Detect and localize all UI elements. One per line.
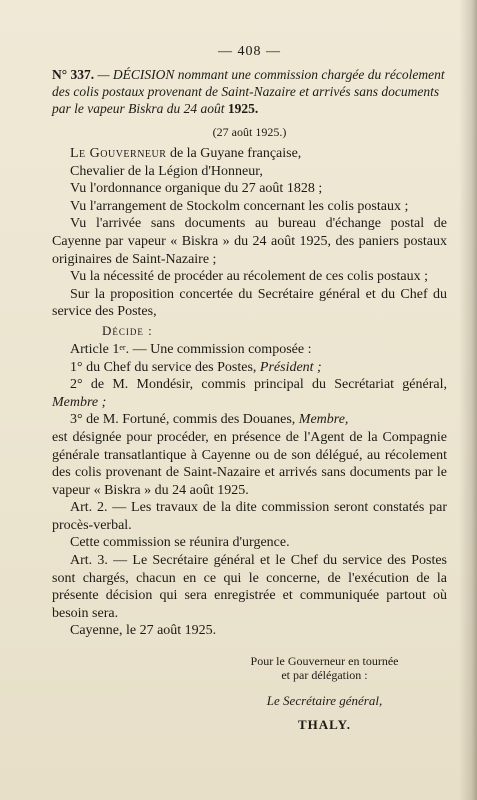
member-item-1-role: Président ; xyxy=(259,359,322,375)
signature-name: THALY. xyxy=(297,717,352,733)
member-item-3-text: 3° de M. Fortuné, commis des Douanes, xyxy=(70,412,299,428)
vu-arrangement: Vu l'arrangement de Stockolm concernant les colis postaux ; xyxy=(70,198,409,214)
article-3: Art. 3. — Le Secrétaire général et le Chef du service des Postes sont chargés, chacun en ce qui le concerne, de l'exécution de la présente décision qui sera enregistrée et communiquée partout où besoin sera. xyxy=(52,553,447,621)
article-2: Art. 2. — Les travaux de la dite commission seront constatés par procès-verbal. xyxy=(52,500,447,533)
member-item-2-role: Membre ; xyxy=(52,394,107,410)
vu-ordonnance: Vu l'ordonnance organique du 27 août 1828 ; xyxy=(70,181,323,197)
decision-date: (27 août 1925.) xyxy=(212,125,287,139)
vu-necessite: Vu la nécessité de procéder au récolement de ces colis postaux ; xyxy=(70,269,428,285)
member-item-2 xyxy=(52,376,447,411)
signature-line-1: Pour le Gouverneur en tournée xyxy=(250,654,399,669)
governor-line xyxy=(52,145,447,163)
page-number: — 408 — xyxy=(218,44,281,59)
member-item-2-text: 2° de M. Mondésir, commis principal du Secrétariat général, xyxy=(70,377,447,393)
decision-title xyxy=(52,66,447,117)
page-edge-shadow xyxy=(459,0,477,800)
member-item-3-role: Membre, xyxy=(298,412,349,428)
member-item-1-text: 1° du Chef du service des Postes, xyxy=(70,359,260,375)
chevalier-line: Chevalier de la Légion d'Honneur, xyxy=(70,163,263,179)
designation-paragraph: est désignée pour procéder, en présence de l'Agent de la Compagnie générale transatlantique à Cayenne ou de son délégué, au récolement des colis provenant de Saint-Nazaire et arrivés sans documents par le vapeur « Biskra » du 24 août 1925. xyxy=(52,429,447,498)
place-date: Cayenne, le 27 août 1925. xyxy=(70,623,217,639)
article-1-label: Article 1 xyxy=(70,341,120,357)
article-1 xyxy=(52,341,447,359)
article-1-sup: er xyxy=(119,342,126,352)
member-item-1 xyxy=(52,359,447,377)
decision-title-text: — DÉCISION nommant une commission chargée du récolement des colis postaux provenant de Saint-Nazaire et arrivés sans documents par le vapeur Biskra du 24 août xyxy=(52,67,445,116)
sur-proposition: Sur la proposition concertée du Secrétaire général et du Chef du service des Postes, xyxy=(52,286,447,320)
member-item-3 xyxy=(52,411,447,429)
decide-heading: Décide : xyxy=(102,322,153,338)
article-1-text: . — Une commission composée : xyxy=(125,341,312,357)
commission-urgence: Cette commission se réunira d'urgence. xyxy=(70,535,290,551)
governor-caps: Le Gouverneur xyxy=(70,146,167,161)
signature-line-2: et par délégation : xyxy=(281,668,368,683)
vu-arrivee: Vu l'arrivée sans documents au bureau d'échange postal de Cayenne par vapeur « Biskra » du 24 août 1925, des paniers postaux originaires de Saint-Nazaire ; xyxy=(52,216,447,267)
governor-rest: de la Guyane française, xyxy=(166,146,302,161)
signature-role: Le Secrétaire général, xyxy=(266,693,383,709)
decision-year: 1925. xyxy=(227,101,259,116)
decision-number: N° 337. xyxy=(52,67,95,82)
signature-block xyxy=(202,654,447,734)
